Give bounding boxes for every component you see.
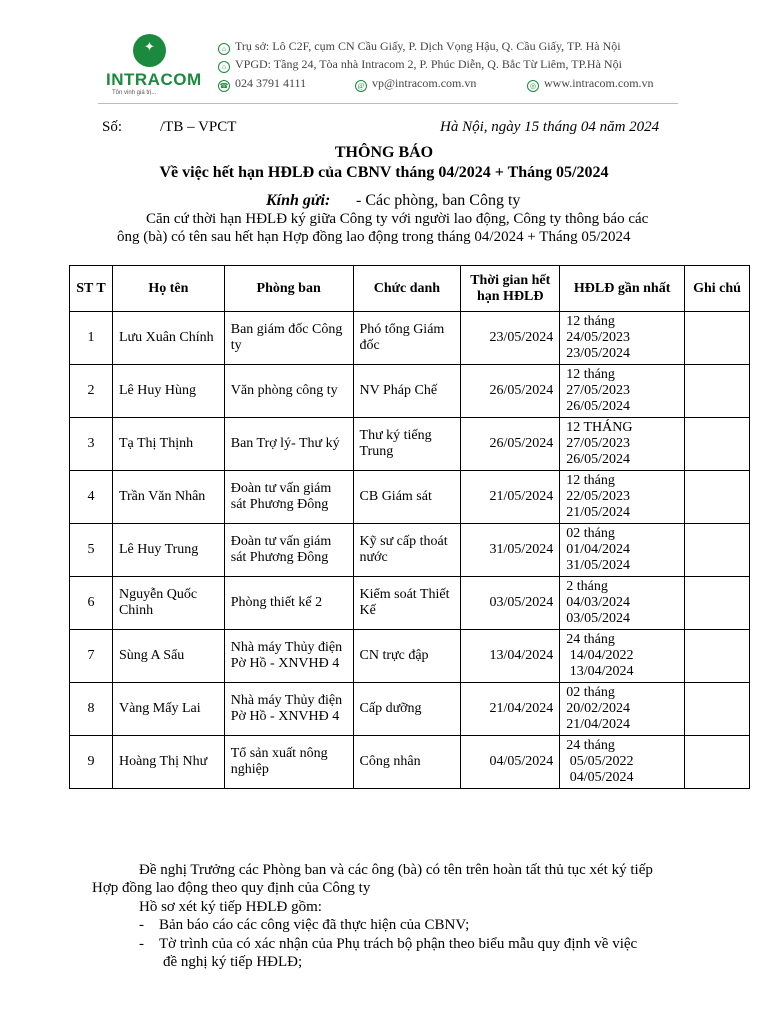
contract-line: 24 tháng — [566, 738, 615, 753]
cell-expiry: 31/05/2024 — [461, 524, 560, 577]
cell-note — [685, 524, 750, 577]
closing-line-2: Hợp đồng lao động theo quy định của Công ty — [92, 880, 371, 896]
contract-line: 31/05/2024 — [566, 558, 630, 573]
contract-line: 04/03/2024 — [566, 595, 630, 610]
closing-line-1: Đề nghị Trưởng các Phòng ban và các ông (bà) có tên trên hoàn tất thủ tục xét ký tiếp — [139, 862, 653, 878]
cell-title: Thư ký tiếng Trung — [353, 418, 461, 471]
col-header-expiry: Thời gian hết hạn HĐLĐ — [461, 266, 560, 312]
contract-line: 12 tháng — [566, 314, 615, 329]
table-header-row — [70, 266, 750, 312]
cell-expiry: 13/04/2024 — [461, 630, 560, 683]
col-header-title: Chức danh — [353, 266, 461, 312]
cell-note — [685, 577, 750, 630]
contract-line: 27/05/2023 — [566, 383, 630, 398]
table-row — [70, 365, 750, 418]
cell-note — [685, 471, 750, 524]
contract-line: 20/02/2024 — [566, 701, 630, 716]
table-row — [70, 524, 750, 577]
dossier-item-2-text: Tờ trình của có xác nhận của Phụ trách bộ phận theo biểu mẫu quy định về việc — [159, 936, 638, 952]
phone-icon: ☎ — [219, 82, 229, 90]
cell-contract — [560, 312, 685, 365]
contract-line: 24/05/2023 — [566, 330, 630, 345]
cell-contract — [560, 683, 685, 736]
cell-name: Vàng Mấy Lai — [112, 683, 224, 736]
intro-line-1: Căn cứ thời hạn HĐLĐ ký giữa Công ty với người lao động, Công ty thông báo các — [146, 211, 649, 227]
recipient: - Các phòng, ban Công ty — [356, 192, 521, 209]
cell-stt: 3 — [70, 418, 113, 471]
cell-stt: 2 — [70, 365, 113, 418]
dash-marker: - — [139, 936, 159, 952]
cell-name: Lê Huy Trung — [112, 524, 224, 577]
contract-line: 21/04/2024 — [566, 717, 630, 732]
cell-stt: 7 — [70, 630, 113, 683]
cell-title: Phó tổng Giám đốc — [353, 312, 461, 365]
table-row — [70, 418, 750, 471]
location-icon: ⌂ — [218, 61, 230, 73]
cell-name: Tạ Thị Thịnh — [112, 418, 224, 471]
logo-name: INTRACOM — [106, 70, 202, 89]
contract-line: 12 tháng — [566, 473, 615, 488]
col-header-stt: ST T — [70, 266, 113, 312]
website-line — [527, 76, 654, 92]
cell-stt: 8 — [70, 683, 113, 736]
cell-contract — [560, 524, 685, 577]
cell-contract — [560, 577, 685, 630]
cell-name: Nguyễn Quốc Chinh — [112, 577, 224, 630]
col-header-contract: HĐLĐ gần nhất — [560, 266, 685, 312]
doc-number: /TB – VPCT — [160, 119, 237, 135]
contract-line: 23/05/2024 — [566, 346, 630, 361]
cell-name: Trần Văn Nhân — [112, 471, 224, 524]
phone-line — [218, 76, 306, 92]
cell-stt: 1 — [70, 312, 113, 365]
dossier-item-2-cont: đề nghị ký tiếp HĐLĐ; — [163, 954, 303, 970]
cell-title: Kỹ sư cấp thoát nước — [353, 524, 461, 577]
table-row — [70, 312, 750, 365]
intro-line-2: ông (bà) có tên sau hết hạn Hợp đồng lao động trong tháng 04/2024 + Tháng 05/2024 — [117, 229, 631, 245]
col-header-note: Ghi chú — [685, 266, 750, 312]
contract-line: 26/05/2024 — [566, 452, 630, 467]
contract-line: 03/05/2024 — [566, 611, 630, 626]
cell-contract — [560, 365, 685, 418]
contract-line: 22/05/2023 — [566, 489, 630, 504]
contract-line: 04/05/2024 — [566, 770, 634, 785]
cell-dept: Nhà máy Thủy điện Pờ Hồ - XNVHĐ 4 — [224, 683, 353, 736]
logo-tagline: Tôn vinh giá trị... — [112, 90, 157, 96]
office-line — [218, 57, 622, 73]
table-row — [70, 471, 750, 524]
dash-marker: - — [139, 917, 159, 933]
cell-note — [685, 365, 750, 418]
cell-contract — [560, 418, 685, 471]
contract-line: 26/05/2024 — [566, 399, 630, 414]
cell-title: Kiểm soát Thiết Kế — [353, 577, 461, 630]
company-logo — [98, 30, 202, 98]
dossier-label: Hồ sơ xét ký tiếp HĐLĐ gồm: — [139, 899, 322, 915]
cell-dept: Đoàn tư vấn giám sát Phương Đông — [224, 524, 353, 577]
cell-name: Lê Huy Hùng — [112, 365, 224, 418]
website-text: www.intracom.com.vn — [544, 76, 654, 90]
contract-line: 2 tháng — [566, 579, 608, 594]
cell-stt: 6 — [70, 577, 113, 630]
place-date: Hà Nội, ngày 15 tháng 04 năm 2024 — [440, 119, 660, 135]
cell-expiry: 03/05/2024 — [461, 577, 560, 630]
cell-dept: Phòng thiết kế 2 — [224, 577, 353, 630]
dossier-item-1 — [139, 917, 469, 934]
contract-line: 24 tháng — [566, 632, 615, 647]
contract-line: 13/04/2024 — [566, 664, 634, 679]
cell-note — [685, 683, 750, 736]
recipient-label: Kính gửi: — [266, 192, 331, 209]
contract-line: 02 tháng — [566, 526, 615, 541]
cell-dept: Văn phòng công ty — [224, 365, 353, 418]
cell-note — [685, 736, 750, 789]
cell-note — [685, 418, 750, 471]
address-line — [218, 39, 621, 55]
contract-line: 02 tháng — [566, 685, 615, 700]
contract-expiry-table — [69, 265, 750, 789]
col-header-name: Họ tên — [112, 266, 224, 312]
contract-line: 27/05/2023 — [566, 436, 630, 451]
dossier-item-2 — [139, 936, 637, 953]
cell-dept: Tổ sản xuất nông nghiệp — [224, 736, 353, 789]
cell-expiry: 04/05/2024 — [461, 736, 560, 789]
email-text: vp@intracom.com.vn — [372, 76, 477, 90]
globe-icon: ◎ — [527, 80, 539, 92]
contract-line: 21/05/2024 — [566, 505, 630, 520]
cell-title: Cấp dưỡng — [353, 683, 461, 736]
phone-text: 024 3791 4111 — [235, 76, 307, 90]
cell-stt: 9 — [70, 736, 113, 789]
contract-line: 12 THÁNG — [566, 420, 633, 435]
location-icon: ⌂ — [218, 43, 230, 55]
contract-line: 14/04/2022 — [566, 648, 634, 663]
cell-dept: Ban Trợ lý- Thư ký — [224, 418, 353, 471]
cell-title: Công nhân — [353, 736, 461, 789]
contract-line: 12 tháng — [566, 367, 615, 382]
cell-name: Hoàng Thị Như — [112, 736, 224, 789]
cell-stt: 4 — [70, 471, 113, 524]
cell-expiry: 23/05/2024 — [461, 312, 560, 365]
cell-note — [685, 312, 750, 365]
cell-stt: 5 — [70, 524, 113, 577]
doc-number-label: Số: — [102, 119, 123, 135]
cell-name: Lưu Xuân Chính — [112, 312, 224, 365]
contract-line: 05/05/2022 — [566, 754, 634, 769]
cell-name: Sùng A Sẩu — [112, 630, 224, 683]
cell-expiry: 26/05/2024 — [461, 418, 560, 471]
office-text: VPGD: Tầng 24, Tòa nhà Intracom 2, P. Phúc Diễn, Q. Bắc Từ Liêm, TP.Hà Nội — [235, 57, 622, 71]
cell-contract — [560, 471, 685, 524]
cell-title: NV Pháp Chế — [353, 365, 461, 418]
doc-title: THÔNG BÁO — [334, 144, 434, 161]
cell-contract — [560, 736, 685, 789]
dossier-item-1-text: Bản báo cáo các công việc đã thực hiện của CBNV; — [159, 917, 470, 933]
cell-expiry: 21/04/2024 — [461, 683, 560, 736]
doc-subtitle: Về việc hết hạn HĐLĐ của CBNV tháng 04/2024 + Tháng 05/2024 — [159, 164, 609, 181]
table-row — [70, 736, 750, 789]
table-row — [70, 577, 750, 630]
address-text: Trụ sở: Lô C2F, cụm CN Cầu Giấy, P. Dịch Vọng Hậu, Q. Cầu Giấy, TP. Hà Nội — [235, 39, 621, 53]
cell-expiry: 21/05/2024 — [461, 471, 560, 524]
contract-line: 01/04/2024 — [566, 542, 630, 557]
cell-expiry: 26/05/2024 — [461, 365, 560, 418]
cell-contract — [560, 630, 685, 683]
table-row — [70, 683, 750, 736]
logo-emblem-icon: ✦ — [133, 34, 166, 67]
cell-title: CN trực đập — [353, 630, 461, 683]
email-icon: @ — [355, 80, 367, 92]
cell-dept: Ban giám đốc Công ty — [224, 312, 353, 365]
cell-title: CB Giám sát — [353, 471, 461, 524]
cell-dept: Nhà máy Thủy điện Pờ Hồ - XNVHĐ 4 — [224, 630, 353, 683]
table-row — [70, 630, 750, 683]
cell-dept: Đoàn tư vấn giám sát Phương Đông — [224, 471, 353, 524]
col-header-dept: Phòng ban — [224, 266, 353, 312]
email-line — [355, 76, 476, 92]
header-divider — [98, 103, 678, 104]
cell-note — [685, 630, 750, 683]
